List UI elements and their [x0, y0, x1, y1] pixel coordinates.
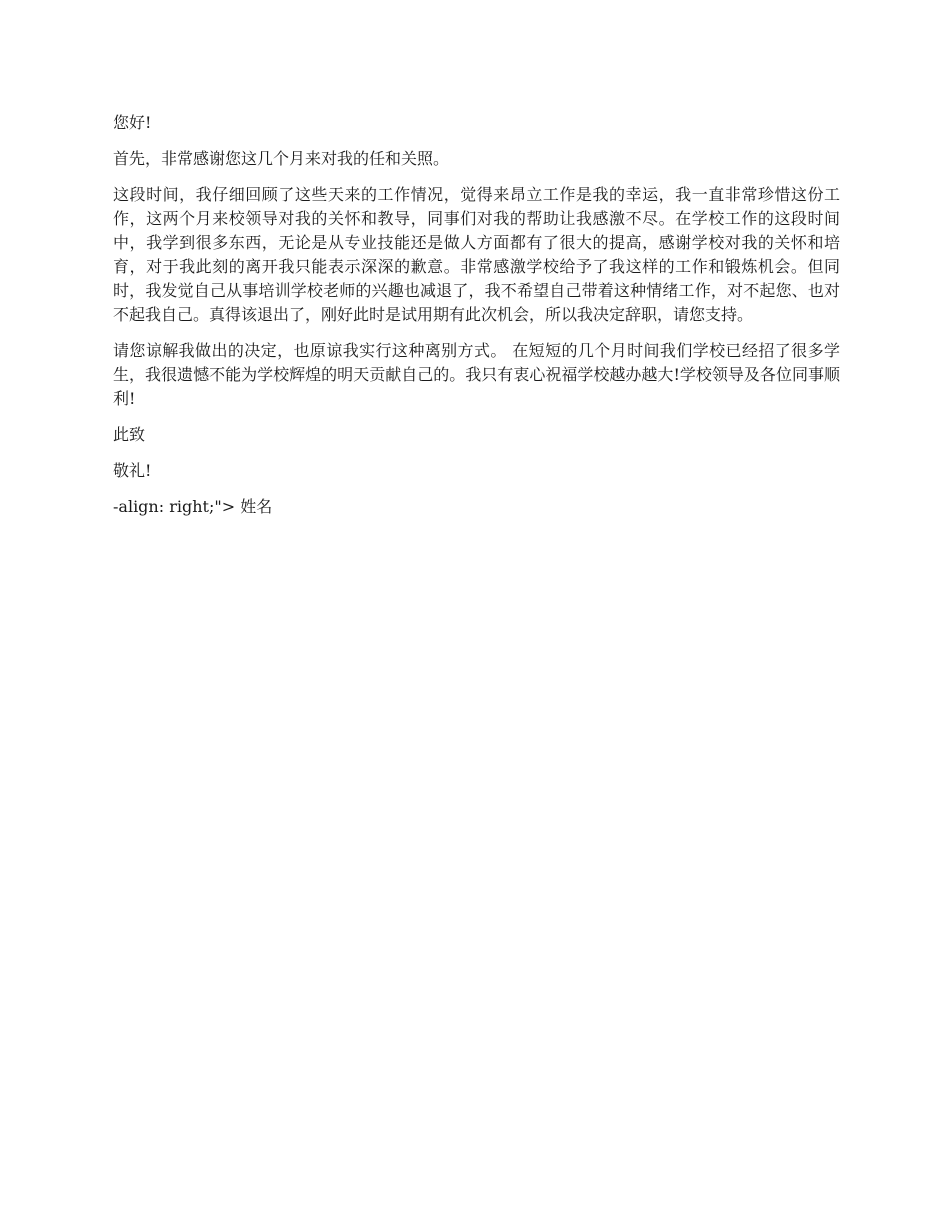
letter-closing-salutation: 此致 [113, 425, 146, 444]
letter-paragraph-reason: 这段时间，我仔细回顾了这些天来的工作情况，觉得来昂立工作是我的幸运，我一直非常珍惜这份工作，这两个月来校领导对我的关怀和教导，同事们对我的帮助让我感激不尽。在学校工作的这段时间中，我学到很多东西，无论是从专业技能还是做人方面都有了很大的提高，感谢学校对我的关怀和培育，对于我此刻的离开我只能表示深深的歉意。非常感激学校给予了我这样的工作和锻炼机会。但同时，我发觉自己从事培训学校老师的兴趣也减退了，我不希望自己带着这种情绪工作，对不起您、也对不起我自己。真得该退出了，刚好此时是试用期有此次机会，所以我决定辞职，请您支持。 [113, 185, 840, 324]
letter-greeting: 您好! [113, 113, 152, 132]
letter-closing-regards: 敬礼! [113, 461, 152, 480]
letter-paragraph-thanks: 首先，非常感谢您这几个月来对我的任和关照。 [113, 149, 450, 168]
resignation-letter [113, 111, 840, 531]
letter-paragraph-apology: 请您谅解我做出的决定，也原谅我实行这种离别方式。 在短短的几个月时间我们学校已经招了很多学生，我很遗憾不能为学校辉煌的明天贡献自己的。我只有衷心祝福学校越办越大!学校领导及各位同事顺利! [113, 341, 840, 408]
letter-signature: -align: right;"> 姓名 [113, 497, 273, 516]
